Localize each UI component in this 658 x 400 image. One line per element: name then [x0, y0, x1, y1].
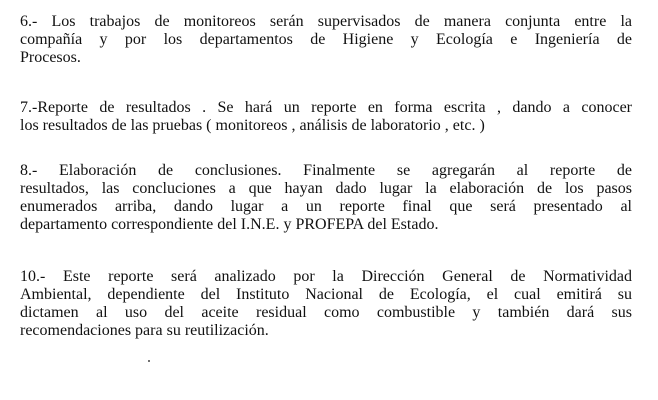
- paragraph-line: recomendaciones para su reutilización.: [20, 322, 269, 339]
- paragraph-line: Procesos.: [20, 49, 81, 66]
- paragraph-line: resultados, las concluciones a que hayan dado lugar la elaboración de los pasos: [20, 180, 632, 197]
- paragraph-line: dictamen al uso del aceite residual como combustible y también dará sus: [20, 304, 632, 321]
- paragraph-line: enumerados arriba, dando lugar a un reporte final que será presentado al: [20, 198, 632, 215]
- paragraph-10: [20, 268, 632, 340]
- paragraph-7: [20, 99, 632, 135]
- paragraph-line: 6.- Los trabajos de monitoreos serán supervisados de manera conjunta entre la: [20, 13, 632, 30]
- paragraph-line: 10.- Este reporte será analizado por la Dirección General de Normatividad: [20, 268, 632, 285]
- scan-speck: [148, 360, 150, 362]
- paragraph-line: Ambiental, dependiente del Instituto Nacional de Ecología, el cual emitirá su: [20, 286, 632, 303]
- paragraph-line: compañía y por los departamentos de Higiene y Ecología e Ingeniería de: [20, 31, 632, 48]
- paragraph-line: 8.- Elaboración de conclusiones. Finalmente se agregarán al reporte de: [20, 162, 632, 179]
- paragraph-line: 7.-Reporte de resultados . Se hará un reporte en forma escrita , dando a conocer: [20, 99, 632, 116]
- paragraph-line: los resultados de las pruebas ( monitoreos , análisis de laboratorio , etc. ): [20, 117, 485, 134]
- paragraph-6: [20, 13, 632, 67]
- paragraph-line: departamento correspondiente del I.N.E. y PROFEPA del Estado.: [20, 216, 439, 233]
- paragraph-8: [20, 162, 632, 234]
